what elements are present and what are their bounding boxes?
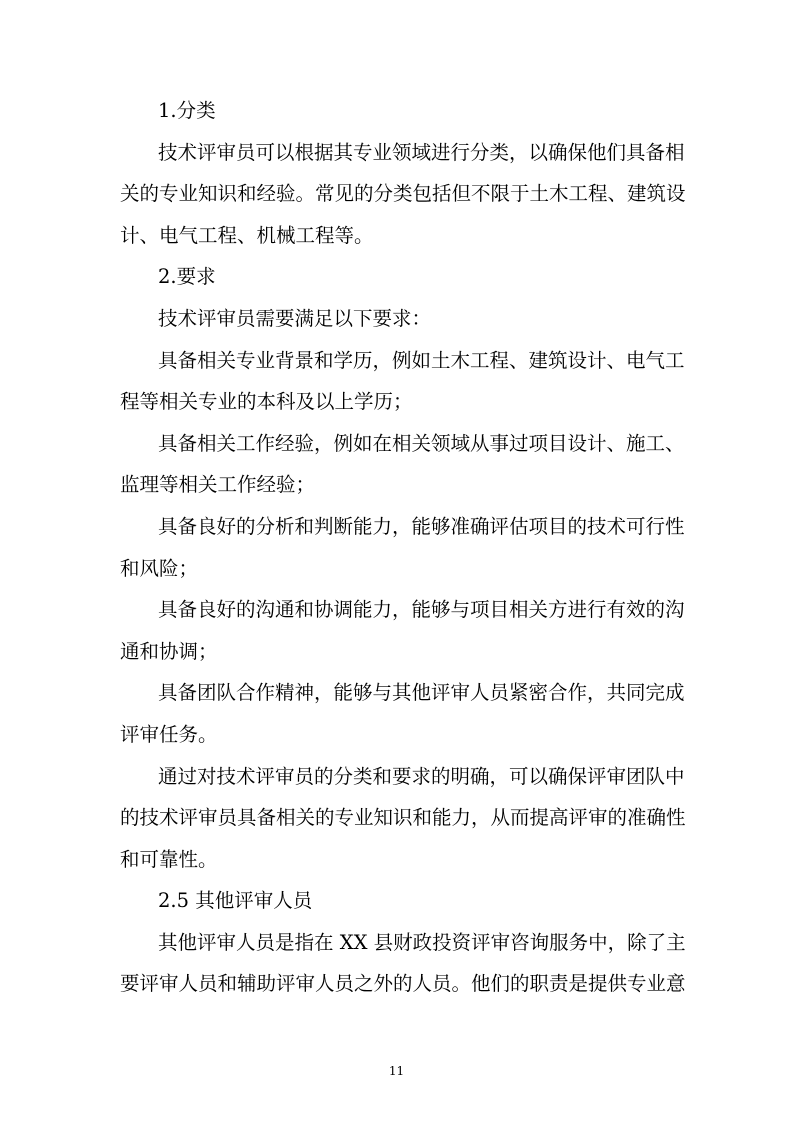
text-line: 通和协调； [120, 639, 218, 663]
paragraph [120, 506, 685, 589]
text-line: 2.要求 [158, 265, 216, 289]
text-line: 计、电气工程、机械工程等。 [120, 223, 374, 247]
text-line: 1.分类 [158, 99, 216, 122]
text-line: 的技术评审员具备相关的专业知识和能力，从而提高评审的准确性 [120, 806, 686, 830]
text-line: 关的专业知识和经验。常见的分类包括但不限于土木工程、建筑设 [120, 182, 686, 206]
text-line: 具备相关工作经验，例如在相关领域从事过项目设计、施工、 [158, 431, 685, 455]
text-line: 监理等相关工作经验； [120, 473, 316, 497]
text-line: 和可靠性。 [120, 847, 218, 871]
text-line: 技术评审员需要满足以下要求： [158, 306, 432, 330]
text-line: 通过对技术评审员的分类和要求的明确，可以确保评审团队中 [158, 764, 685, 788]
paragraph [120, 256, 680, 298]
paragraph [120, 90, 680, 132]
page-number: 11 [388, 1064, 405, 1078]
paragraph [120, 922, 686, 1005]
text-line: 2.5 其他评审人员 [158, 889, 313, 913]
text-line: 要评审人员和辅助评审人员之外的人员。他们的职责是提供专业意 [120, 972, 686, 996]
text-line: 评审任务。 [120, 722, 218, 746]
text-line: 具备良好的沟通和协调能力，能够与项目相关方进行有效的沟 [158, 598, 685, 622]
text-line: 具备团队合作精神，能够与其他评审人员紧密合作，共同完成 [158, 681, 685, 705]
text-line: 和风险； [120, 556, 199, 580]
paragraph [120, 672, 685, 755]
document-body [120, 90, 686, 1005]
text-line: 技术评审员可以根据其专业领域进行分类，以确保他们具备相 [158, 140, 685, 164]
paragraph [120, 880, 680, 922]
text-line: 程等相关专业的本科及以上学历； [120, 390, 413, 414]
paragraph [120, 589, 685, 672]
text-line: 其他评审人员是指在 XX 县财政投资评审咨询服务中，除了主 [158, 930, 686, 954]
text-line: 具备良好的分析和判断能力，能够准确评估项目的技术可行性 [158, 514, 685, 538]
text-line: 具备相关专业背景和学历，例如土木工程、建筑设计、电气工 [158, 348, 685, 372]
paragraph [120, 298, 680, 340]
paragraph [120, 756, 686, 881]
paragraph [120, 132, 686, 257]
paragraph [120, 423, 685, 506]
paragraph [120, 340, 685, 423]
